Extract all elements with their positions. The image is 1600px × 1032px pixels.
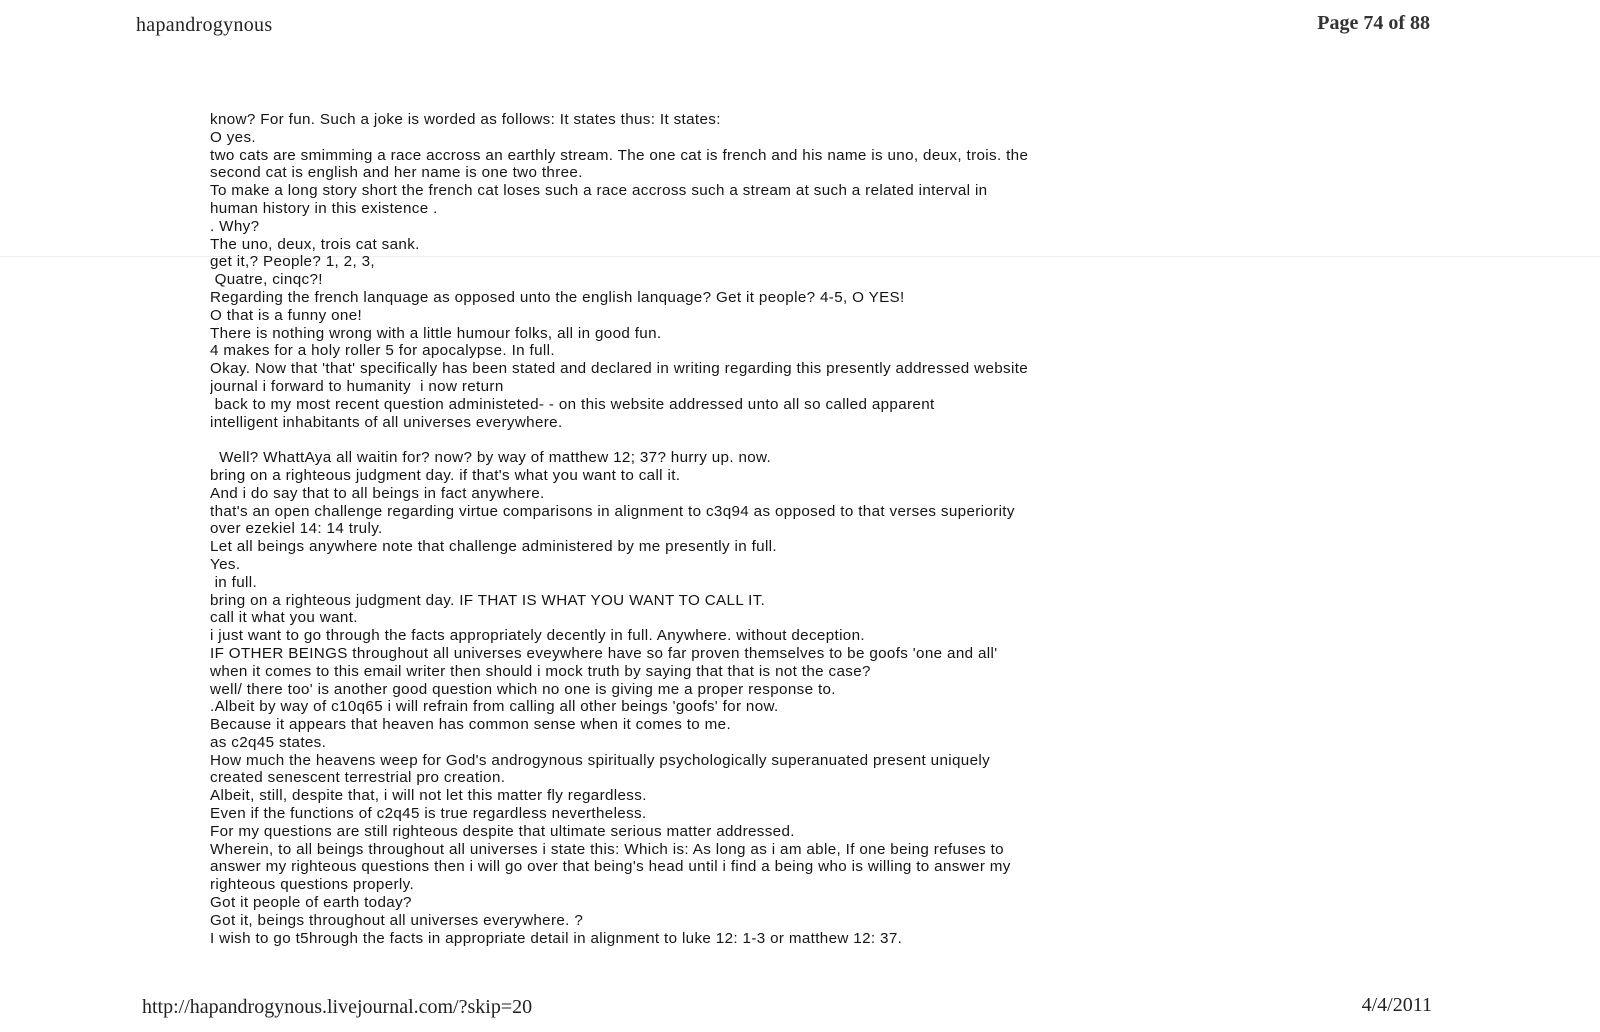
text-line: To make a long story short the french cat loses such a race accross such a stream at such a related interval in xyxy=(210,182,988,200)
text-line: call it what you want. xyxy=(210,609,358,627)
text-line: O that is a funny one! xyxy=(210,306,363,324)
text-line: well/ there too' is another good question which no one is giving me a proper response to. xyxy=(210,680,836,698)
text-line: O yes. xyxy=(210,128,256,146)
text-line: i just want to go through the facts appropriately decently in full. Anywhere. without deception. xyxy=(210,627,865,645)
blank-line xyxy=(210,431,1500,449)
text-line: righteous questions properly. xyxy=(210,876,415,894)
text-line: How much the heavens weep for God's androgynous spiritually psychologically superanuated present uniquely xyxy=(210,751,991,769)
text-line: intelligent inhabitants of all universes everywhere. xyxy=(210,413,563,431)
text-line: human history in this existence . xyxy=(210,199,438,217)
text-line: Because it appears that heaven has common sense when it comes to me. xyxy=(210,716,732,734)
text-line: that's an open challenge regarding virtue comparisons in alignment to c3q94 as opposed to that verses superiority xyxy=(210,502,1015,520)
document-body xyxy=(210,111,1500,947)
text-line: bring on a righteous judgment day. if that's what you want to call it. xyxy=(210,466,681,484)
text-line: answer my righteous questions then i will go over that being's head until i find a being who is willing to answer my xyxy=(210,858,1011,876)
text-line: journal i forward to humanity i now return xyxy=(210,377,504,395)
page-indicator: Page 74 of 88 xyxy=(1317,12,1430,34)
text-line: bring on a righteous judgment day. IF THAT IS WHAT YOU WANT TO CALL IT. xyxy=(210,591,766,609)
text-line: I wish to go t5hrough the facts in appropriate detail in alignment to luke 12: 1-3 or matthew 12: 37. xyxy=(210,929,903,947)
text-line: Yes. xyxy=(210,555,241,573)
text-line: second cat is english and her name is one two three. xyxy=(210,164,583,182)
text-line: when it comes to this email writer then should i mock truth by saying that that is not the case? xyxy=(210,662,871,680)
text-line: The uno, deux, trois cat sank. xyxy=(210,235,420,253)
text-line: Got it, beings throughout all universes everywhere. ? xyxy=(210,911,584,929)
text-line: back to my most recent question administeted- - on this website addressed unto all so called apparent xyxy=(210,395,935,413)
text-line: Wherein, to all beings throughout all universes i state this: Which is: As long as i am able, If one being refuses to xyxy=(210,840,1004,858)
text-line: Well? WhattAya all waitin for? now? by way of matthew 12; 37? hurry up. now. xyxy=(210,449,772,467)
text-line: created senescent terrestrial pro creation. xyxy=(210,769,506,787)
text-line: For my questions are still righteous despite that ultimate serious matter addressed. xyxy=(210,822,795,840)
text-line: in full. xyxy=(210,573,258,591)
text-line: 4 makes for a holy roller 5 for apocalypse. In full. xyxy=(210,342,555,360)
text-line: over ezekiel 14: 14 truly. xyxy=(210,520,383,538)
text-line: Regarding the french lanquage as opposed unto the english lanquage? Get it people? 4-5, O YES! xyxy=(210,288,905,306)
text-line: .Albeit by way of c10q65 i will refrain from calling all other beings 'goofs' for now. xyxy=(210,698,779,716)
text-line: IF OTHER BEINGS throughout all universes eveywhere have so far proven themselves to be goofs 'one and all' xyxy=(210,644,998,662)
text-line: There is nothing wrong with a little humour folks, all in good fun. xyxy=(210,324,662,342)
text-line: Let all beings anywhere note that challenge administered by me presently in full. xyxy=(210,538,777,556)
text-line: Even if the functions of c2q45 is true regardless nevertheless. xyxy=(210,805,647,823)
text-line: . Why? xyxy=(210,217,260,235)
footer-url[interactable]: http://hapandrogynous.livejournal.com/?skip=20 xyxy=(142,996,533,1018)
text-line: Got it people of earth today? xyxy=(210,894,412,912)
text-line: And i do say that to all beings in fact anywhere. xyxy=(210,484,545,502)
text-line: know? For fun. Such a joke is worded as follows: It states thus: It states: xyxy=(210,111,721,128)
text-line: as c2q45 states. xyxy=(210,733,327,751)
text-line: Quatre, cinqc?! xyxy=(210,271,323,289)
text-line: get it,? People? 1, 2, 3, xyxy=(210,253,375,271)
text-line: two cats are smimming a race accross an earthly stream. The one cat is french and his name is uno, deux, trois. the xyxy=(210,146,1029,164)
footer-date: 4/4/2011 xyxy=(1361,994,1432,1016)
header-site-name: hapandrogynous xyxy=(136,14,273,36)
text-line: Albeit, still, despite that, i will not let this matter fly regardless. xyxy=(210,787,647,805)
text-line: Okay. Now that 'that' specifically has been stated and declared in writing regarding this presently addressed website xyxy=(210,360,1029,378)
